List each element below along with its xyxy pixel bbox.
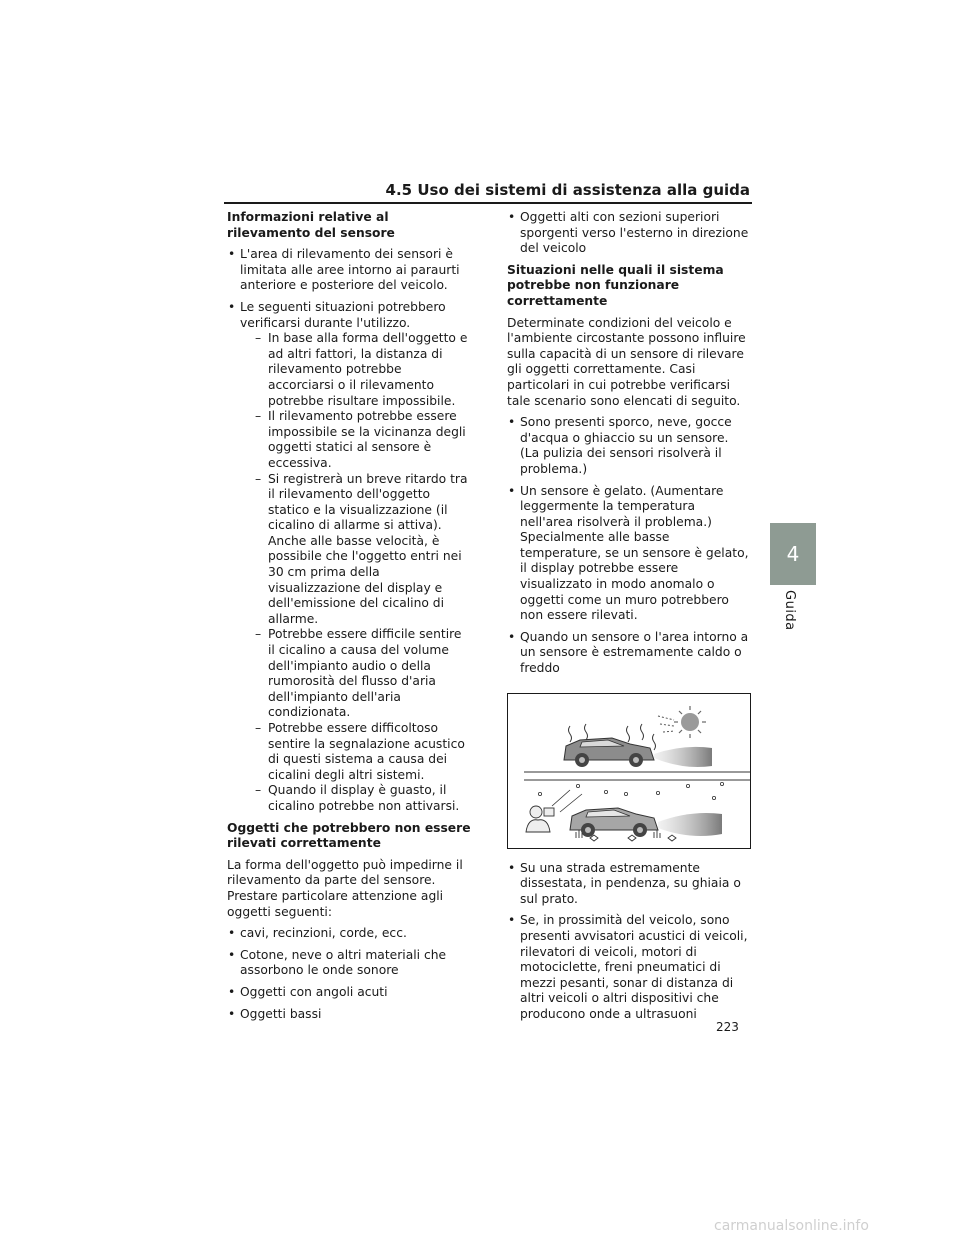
page-number: 223 — [716, 1020, 739, 1034]
situations-list-continued — [507, 861, 751, 1023]
paragraph: Determinate condizioni del veicolo e l'ambiente circostante possono influire sulla capacità di un sensore di rilevare gli oggetti correttamente. Casi particolari in cui potrebbe verificarsi tale scenario sono elencati di seguito. — [507, 315, 746, 408]
objects-list-continued — [507, 210, 751, 257]
left-column — [227, 210, 471, 1028]
sub-list-item: – Potrebbe essere difficile sentire il cicalino a causa del volume dell'impianto audio o della rumorosità del flusso d'aria dell'impianto dell'aria condizionata. — [255, 627, 471, 721]
header-rule — [224, 202, 752, 204]
illustration-sensor-conditions — [507, 693, 751, 849]
list-item: • Oggetti alti con sezioni superiori sporgenti verso l'esterno in direzione del veicolo — [507, 210, 751, 257]
chapter-number: 4 — [786, 542, 800, 566]
list-item: • Se, in prossimità del veicolo, sono presenti avvisatori acustici di veicoli, rilevatori di veicoli, motori di motociclette, freni pneumatici di mezzi pesanti, sonar di distanza di altri veicoli o altri dispositivi che producono onde a ultrasuoni — [507, 913, 751, 1022]
list-item: • Oggetti con angoli acuti — [227, 985, 471, 1001]
snowflakes-icon — [538, 782, 723, 812]
list-item: • Quando un sensore o l'area intorno a un sensore è estremamente caldo o freddo — [507, 630, 751, 677]
paragraph: La forma dell'oggetto può impedirne il rilevamento da parte del sensore. Prestare particolare attenzione agli oggetti seguenti: — [227, 857, 463, 919]
list-item: • Oggetti bassi — [227, 1007, 471, 1023]
sub-list-item: – Potrebbe essere difficoltoso sentire la segnalazione acustico di questi sistema a causa dei cicalini degli altri sistemi. — [255, 721, 471, 783]
list-item: • Cotone, neve o altri materiali che assorbono le onde sonore — [227, 948, 471, 979]
situations-sublist — [240, 331, 471, 814]
sub-list-item: – Si registrerà un breve ritardo tra il rilevamento dell'oggetto statico e la visualizzazione (il cicalino di allarme si attiva). Anche alle basse velocità, è possibile che l'oggetto entri nei 30 cm prima della visualizzazione del display e dell'emissione del cicalino di allarme. — [255, 472, 471, 628]
situations-list — [507, 415, 751, 677]
chapter-label: Guida — [782, 590, 797, 631]
sub-list-item: – Il rilevamento potrebbe essere impossibile se la vicinanza degli oggetti statici al sensore è eccessiva. — [255, 409, 471, 471]
car-snow-icon — [570, 808, 658, 837]
right-column — [507, 210, 751, 1029]
sensor-info-list — [227, 247, 471, 814]
sun-icon — [658, 706, 706, 738]
ultrasonic-wave-top — [654, 746, 712, 766]
ultrasonic-wave-bottom — [658, 813, 722, 836]
heading-sensor-info: Informazioni relative al rilevamento del sensore — [227, 210, 395, 240]
chapter-tab[interactable] — [770, 523, 816, 585]
list-item: • Su una strada estremamente dissestata, in pendenza, su ghiaia o sul prato. — [507, 861, 751, 908]
list-item-text: Le seguenti situazioni potrebbero verificarsi durante l'utilizzo. — [240, 299, 446, 330]
section-header: 4.5 Uso dei sistemi di assistenza alla guida — [385, 181, 750, 199]
sub-list-item: – Quando il display è guasto, il cicalino potrebbe non attivarsi. — [255, 783, 471, 814]
list-item: • Sono presenti sporco, neve, gocce d'acqua o ghiaccio su un sensore. (La pulizia dei sensori risolverà il problema.) — [507, 415, 751, 477]
heading-undetected-objects: Oggetti che potrebbero non essere rilevati correttamente — [227, 820, 471, 851]
snowman-icon — [526, 806, 554, 832]
objects-list — [227, 926, 471, 1022]
heading-malfunction-situations: Situazioni nelle quali il sistema potrebbe non funzionare correttamente — [507, 262, 724, 308]
list-item: • L'area di rilevamento dei sensori è limitata alle aree intorno ai paraurti anteriore e posteriore del veicolo. — [227, 247, 471, 294]
car-hot-icon — [564, 738, 654, 767]
sub-list-item: – In base alla forma dell'oggetto e ad altri fattori, la distanza di rilevamento potrebbe accorciarsi o il rilevamento potrebbe risultare impossibile. — [255, 331, 471, 409]
sensor-conditions-svg — [508, 694, 750, 848]
list-item: • cavi, recinzioni, corde, ecc. — [227, 926, 471, 942]
list-item — [227, 300, 471, 815]
list-item: • Un sensore è gelato. (Aumentare leggermente la temperatura nell'area risolverà il problema.) Specialmente alle basse temperature, se un sensore è gelato, il display potrebbe essere visualizzato in modo anomalo o oggetti come un muro potrebbero non essere rilevati. — [507, 484, 751, 624]
watermark: carmanualsonline.info — [714, 1218, 869, 1234]
